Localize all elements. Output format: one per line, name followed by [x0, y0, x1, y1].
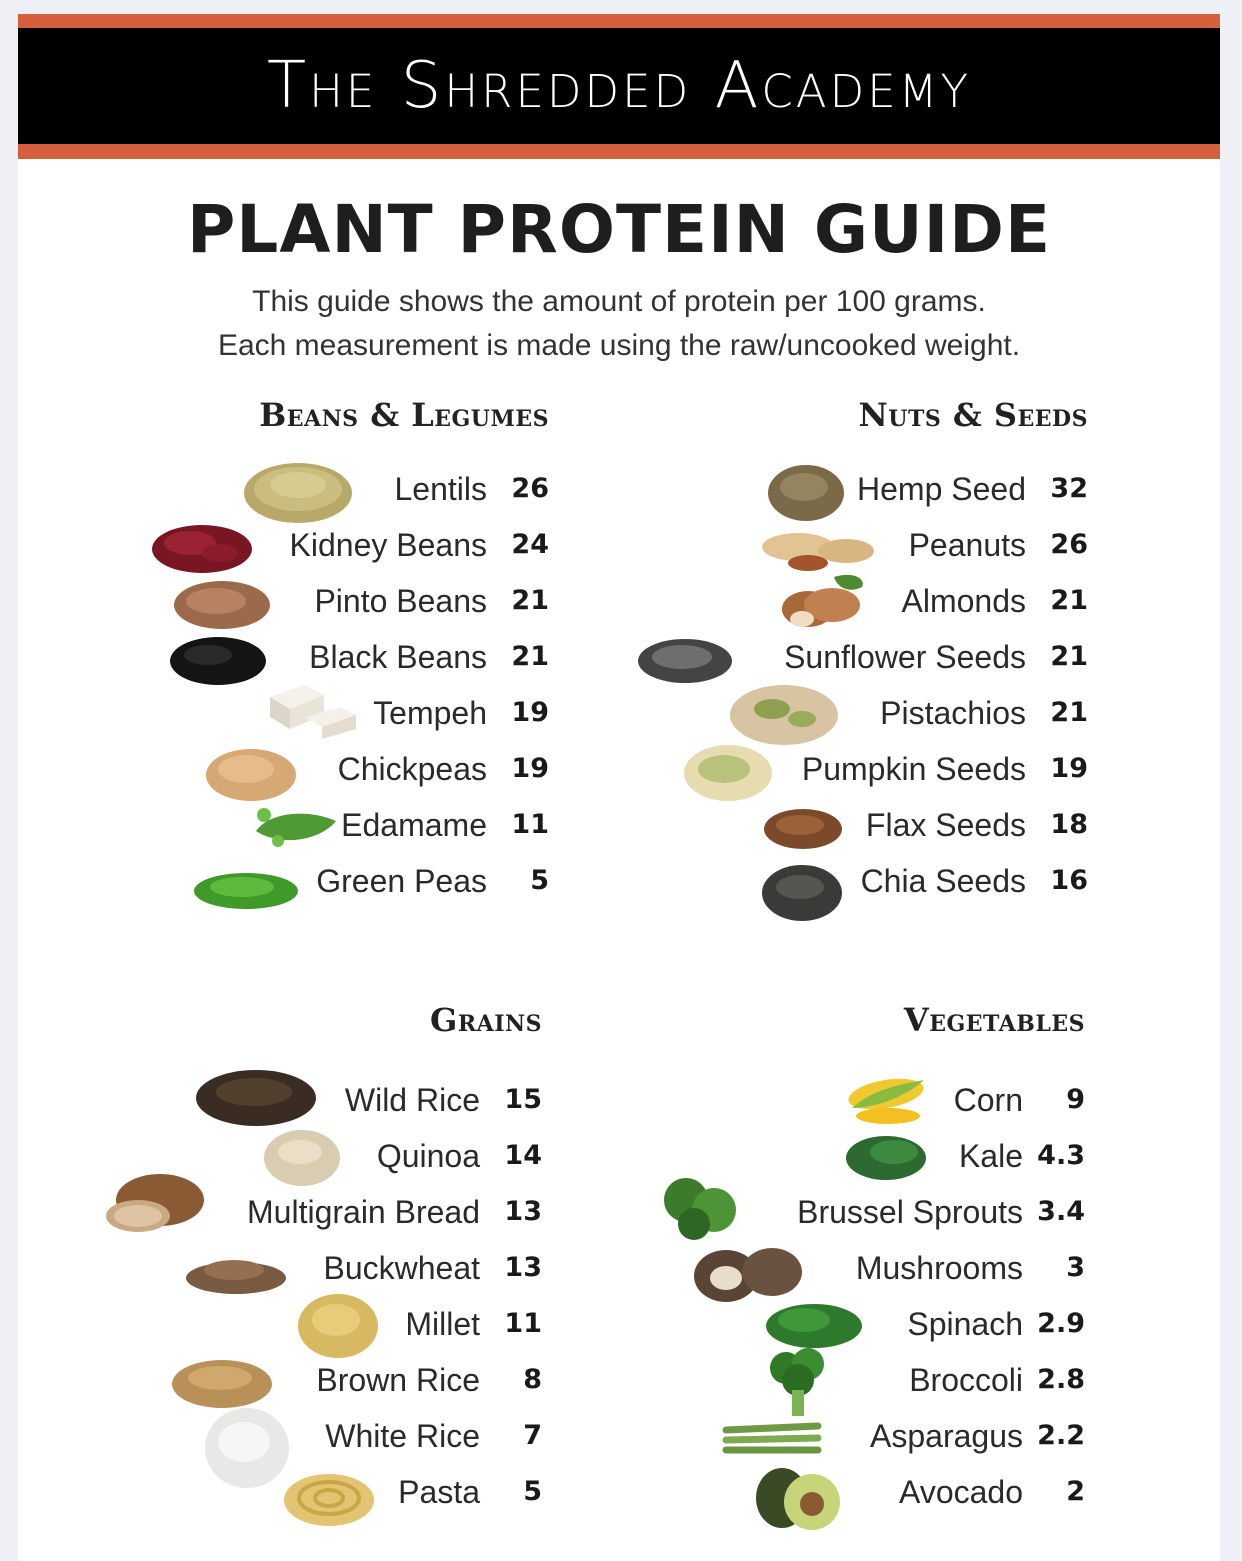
- brown-rice-icon: [170, 1354, 274, 1410]
- banner-accent-bottom: [18, 144, 1220, 159]
- list-item-pinto-beans: [138, 573, 549, 629]
- kidney-beans-icon: [150, 521, 254, 575]
- section-title-nuts-seeds: Nuts & Seeds: [858, 396, 1088, 434]
- green-peas-icon: [192, 865, 300, 911]
- list-item-flax-seeds: [618, 797, 1088, 853]
- bread-icon: [102, 1170, 208, 1242]
- list-item-sunflower-seeds: [618, 629, 1088, 685]
- protein-value: 32: [1050, 473, 1088, 504]
- item-name: Millet: [405, 1306, 480, 1342]
- brussel-sprouts-icon: [660, 1170, 740, 1244]
- page-title: PLANT PROTEIN GUIDE: [186, 191, 1052, 268]
- item-name: Wild Rice: [344, 1082, 480, 1118]
- list-item-hemp-seed: [618, 461, 1088, 517]
- list-item-almonds: [618, 573, 1088, 629]
- item-name: Tempeh: [373, 695, 487, 731]
- item-name: Pumpkin Seeds: [801, 751, 1026, 787]
- protein-value: 2.2: [1037, 1420, 1085, 1451]
- almonds-icon: [774, 569, 868, 635]
- brand-title: The Shredded Academy: [267, 49, 971, 123]
- item-name: Pistachios: [880, 695, 1026, 731]
- list-item-brown-rice: [98, 1352, 542, 1408]
- item-name: Mushrooms: [855, 1250, 1023, 1286]
- item-name: Multigrain Bread: [247, 1194, 480, 1230]
- protein-value: 3: [1066, 1252, 1085, 1283]
- protein-value: 2: [1066, 1476, 1085, 1507]
- peanuts-icon: [758, 527, 876, 573]
- item-name: Chickpeas: [337, 751, 487, 787]
- list-item-chickpeas: [138, 741, 549, 797]
- item-name: Corn: [953, 1082, 1023, 1118]
- list-item-mushrooms: [618, 1240, 1085, 1296]
- flax-seeds-icon: [762, 801, 844, 851]
- kale-icon: [844, 1130, 928, 1184]
- item-name: Peanuts: [908, 527, 1026, 563]
- section-title-grains: Grains: [430, 1001, 542, 1039]
- item-name: Broccoli: [909, 1362, 1023, 1398]
- item-name: Brussel Sprouts: [797, 1194, 1023, 1230]
- list-item-pasta: [98, 1464, 542, 1520]
- corn-icon: [844, 1068, 928, 1130]
- protein-value: 18: [1050, 809, 1088, 840]
- item-name: Black Beans: [309, 639, 487, 675]
- list-item-multigrain-bread: [98, 1184, 542, 1240]
- protein-value: 5: [523, 1476, 542, 1507]
- protein-value: 26: [1050, 529, 1088, 560]
- item-name: Sunflower Seeds: [784, 639, 1026, 675]
- protein-value: 21: [1050, 697, 1088, 728]
- list-item-pistachios: [618, 685, 1088, 741]
- protein-value: 19: [1050, 753, 1088, 784]
- pinto-beans-icon: [172, 577, 272, 631]
- section-title-vegetables: Vegetables: [903, 1001, 1085, 1039]
- protein-value: 2.9: [1037, 1308, 1085, 1339]
- list-item-buckwheat: [98, 1240, 542, 1296]
- item-name: White Rice: [325, 1418, 480, 1454]
- protein-value: 24: [511, 529, 549, 560]
- protein-value: 21: [1050, 641, 1088, 672]
- protein-value: 8: [523, 1364, 542, 1395]
- tempeh-icon: [262, 679, 358, 741]
- mushrooms-icon: [692, 1242, 804, 1304]
- protein-value: 21: [1050, 585, 1088, 616]
- list-item-chia-seeds: [618, 853, 1088, 909]
- list-item-pumpkin-seeds: [618, 741, 1088, 797]
- item-name: Kidney Beans: [289, 527, 487, 563]
- list-item-asparagus: [618, 1408, 1085, 1464]
- protein-value: 9: [1066, 1084, 1085, 1115]
- list-item-millet: [98, 1296, 542, 1352]
- list-item-lentils: [138, 461, 549, 517]
- item-name: Pasta: [398, 1474, 480, 1510]
- protein-value: 11: [504, 1308, 542, 1339]
- list-item-edamame: [138, 797, 549, 853]
- list-item-spinach: [618, 1296, 1085, 1352]
- protein-value: 19: [511, 697, 549, 728]
- list-item-avocado: [618, 1464, 1085, 1520]
- protein-value: 19: [511, 753, 549, 784]
- protein-value: 21: [511, 641, 549, 672]
- protein-value: 14: [504, 1140, 542, 1171]
- item-name: Asparagus: [870, 1418, 1023, 1454]
- list-item-wild-rice: [98, 1072, 542, 1128]
- protein-value: 2.8: [1037, 1364, 1085, 1395]
- list-item-broccoli: [618, 1352, 1085, 1408]
- protein-value: 15: [504, 1084, 542, 1115]
- banner-accent-top: [18, 14, 1220, 28]
- quinoa-icon: [262, 1126, 342, 1188]
- wild-rice-icon: [194, 1058, 318, 1132]
- list-item-white-rice: [98, 1408, 542, 1464]
- list-item-peanuts: [618, 517, 1088, 573]
- protein-value: 13: [504, 1196, 542, 1227]
- avocado-icon: [754, 1466, 844, 1532]
- hemp-seed-icon: [766, 459, 846, 523]
- item-name: Almonds: [901, 583, 1026, 619]
- item-name: Hemp Seed: [857, 471, 1026, 507]
- protein-value: 16: [1050, 865, 1088, 896]
- item-name: Chia Seeds: [860, 863, 1026, 899]
- item-name: Green Peas: [316, 863, 487, 899]
- item-name: Avocado: [899, 1474, 1023, 1510]
- chickpeas-icon: [204, 743, 298, 803]
- protein-value: 11: [511, 809, 549, 840]
- protein-value: 13: [504, 1252, 542, 1283]
- protein-value: 5: [530, 865, 549, 896]
- subtitle-line-1: This guide shows the amount of protein per 100 grams.: [252, 285, 986, 318]
- sunflower-seeds-icon: [636, 635, 734, 685]
- list-item-tempeh: [138, 685, 549, 741]
- list-item-kidney-beans: [138, 517, 549, 573]
- pumpkin-seeds-icon: [682, 739, 774, 805]
- protein-value: 26: [511, 473, 549, 504]
- item-name: Flax Seeds: [865, 807, 1026, 843]
- pasta-icon: [282, 1468, 376, 1528]
- item-name: Pinto Beans: [314, 583, 487, 619]
- protein-value: 4.3: [1037, 1140, 1085, 1171]
- list-item-brussel-sprouts: [618, 1184, 1085, 1240]
- list-item-black-beans: [138, 629, 549, 685]
- list-item-corn: [618, 1072, 1085, 1128]
- protein-value: 21: [511, 585, 549, 616]
- chia-seeds-icon: [760, 863, 844, 923]
- list-item-green-peas: [138, 853, 549, 909]
- item-name: Spinach: [907, 1306, 1023, 1342]
- protein-value: 3.4: [1037, 1196, 1085, 1227]
- black-beans-icon: [168, 633, 268, 687]
- subtitle-line-2: Each measurement is made using the raw/uncooked weight.: [217, 329, 1021, 362]
- edamame-icon: [250, 801, 340, 853]
- item-name: Kale: [958, 1138, 1023, 1174]
- item-name: Brown Rice: [316, 1362, 480, 1398]
- protein-value: 7: [523, 1420, 542, 1451]
- asparagus-icon: [722, 1416, 822, 1460]
- item-name: Edamame: [341, 807, 487, 843]
- guide-sheet: [18, 14, 1220, 1561]
- pistachios-icon: [728, 679, 840, 747]
- item-name: Quinoa: [376, 1138, 480, 1174]
- buckwheat-icon: [184, 1250, 288, 1296]
- section-title-beans-legumes: Beans & Legumes: [259, 396, 549, 434]
- item-name: Lentils: [394, 471, 487, 507]
- item-name: Buckwheat: [323, 1250, 480, 1286]
- spinach-icon: [764, 1298, 864, 1350]
